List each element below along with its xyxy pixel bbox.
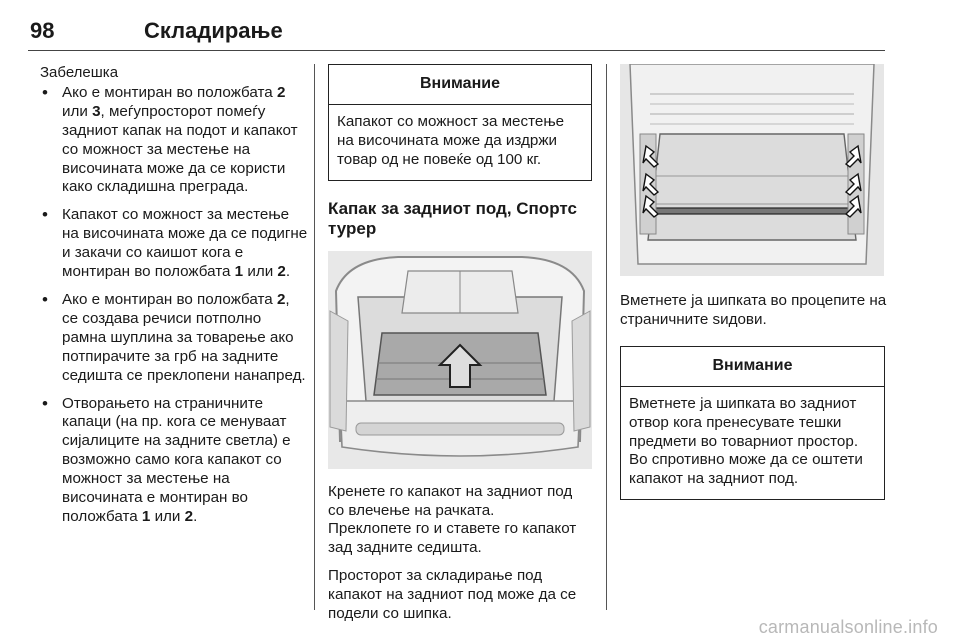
cargo-floor-illustration <box>328 251 592 469</box>
bullet-text: Капакот со можност за местење на височината може да се подигне и закачи со каишот кога е монтиран во положбата <box>62 206 308 281</box>
warning-text: Капакот со можност за местење на височината може да издржи товар од не повеќе од 100 кг. <box>337 112 565 168</box>
bullet-text: . <box>285 263 291 281</box>
section-heading: Капак за задниот под, Спортс турер <box>328 198 577 238</box>
divider-bar-illustration <box>620 64 884 276</box>
middle-column <box>328 64 592 633</box>
bullet-text: , се создава речиси потполно рамна шуплина за товарење ако потпирачите за грб на задните седишта се преклопени нанапред. <box>62 290 306 384</box>
page-header <box>28 10 885 50</box>
note-bullet-item <box>40 291 308 386</box>
warning-text: Вметнете ја шипката во задниот отвор кога пренесувате тешки предмети во товарниот простор. Во спротивно може да се оштети капакот на задниот под. <box>629 394 863 488</box>
warning-box-capacity <box>328 64 592 181</box>
position-number: 1 <box>141 507 151 525</box>
note-bullet-item <box>40 84 308 197</box>
warning-box-bar <box>620 346 885 500</box>
position-number: 2 <box>276 290 286 308</box>
position-number: 2 <box>276 83 286 101</box>
note-bullet-item <box>40 395 308 527</box>
left-column <box>40 64 308 536</box>
bullet-text: Ако е монтиран во положбата <box>62 290 277 308</box>
right-column <box>620 64 888 500</box>
note-bullet-item <box>40 206 308 282</box>
column-divider-left <box>314 64 315 610</box>
column-divider-right <box>606 64 607 610</box>
page-number: 98 <box>30 18 55 43</box>
warning-title: Внимание <box>329 65 591 105</box>
watermark: carmanualsonline.info <box>758 617 938 637</box>
position-number: 3 <box>92 102 101 120</box>
warning-title: Внимание <box>621 347 884 387</box>
position-number: 2 <box>277 263 286 281</box>
bullet-text: . <box>193 507 198 525</box>
bullet-text: или <box>243 263 278 281</box>
position-number: 2 <box>184 507 194 525</box>
note-bullet-list <box>40 84 308 527</box>
position-number: 1 <box>234 263 244 281</box>
bullet-text: или <box>62 102 93 120</box>
paragraph-lift-cover: Кренете го капакот на задниот под со влечење на рачката. <box>328 482 573 519</box>
paragraph-divide-space: Просторот за складирање под капакот на задниот под може да се подели со шипка. <box>328 567 577 623</box>
bullet-text: Ако е монтиран во положбата <box>62 83 277 101</box>
bullet-text: , меѓупросторот помеѓу задниот капак на подот и капакот со можност за местење на височината може да се користи како складишна преграда. <box>62 102 298 196</box>
bullet-text: или <box>150 507 185 525</box>
bullet-text: Отворањето на страничните капаци (на пр. кога се менуваат сијалиците на задните светла) е возможно само кога капакот со можност за местење на височината е монтиран во положбата <box>62 394 291 525</box>
header-divider <box>28 50 885 51</box>
page-title: Складирање <box>144 18 283 43</box>
caption-insert-bar: Вметнете ја шипката во процепите на страничните ѕидови. <box>620 292 887 328</box>
paragraph-fold-cover: Преклопете го и ставете го капакот зад задните седишта. <box>328 520 577 557</box>
note-heading: Забелешка <box>40 64 119 81</box>
